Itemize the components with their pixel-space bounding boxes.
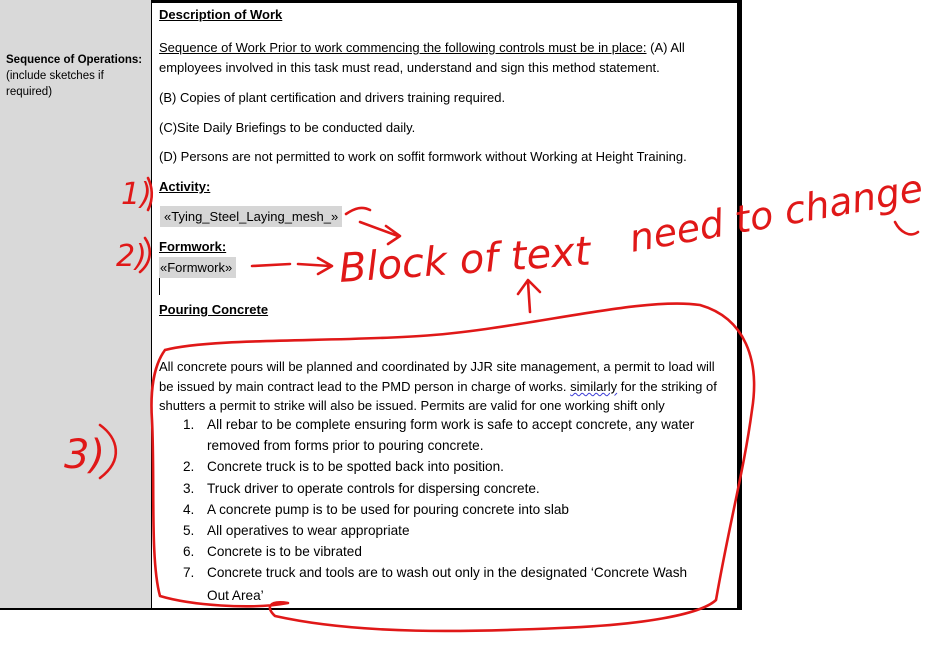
control-d: (D) Persons are not permitted to work on soffit formwork without Working at Height Training. — [159, 149, 687, 164]
list-number: 1. — [183, 417, 195, 432]
formwork-label: Formwork: — [159, 239, 227, 254]
pouring-heading: Pouring Concrete — [159, 302, 269, 317]
list-text: A concrete pump is to be used for pouring concrete into slab — [207, 502, 569, 517]
list-text: Concrete truck and tools are to wash out only in the designated ‘Concrete Wash — [207, 565, 688, 580]
annotation-note-change: need to change — [625, 165, 927, 261]
list-text: All rebar to be complete ensuring form work is safe to accept concrete, any water — [207, 417, 695, 432]
pour-para-text: be issued by main contract lead to the PMD person in charge of works. — [159, 379, 567, 394]
pour-para-line-2 — [159, 377, 717, 396]
intro-line-1 — [159, 38, 685, 57]
list-number: 6. — [183, 544, 195, 559]
activity-merge-field[interactable]: «Tying_Steel_Laying_mesh_» — [160, 206, 342, 227]
text-caret — [159, 278, 160, 295]
list-text: Concrete is to be vibrated — [207, 544, 362, 559]
description-cell[interactable] — [159, 0, 749, 608]
control-b: (B) Copies of plant certification and drivers training required. — [159, 90, 506, 105]
spellcheck-word[interactable]: similarly — [570, 379, 618, 394]
list-number: 7. — [183, 565, 195, 580]
list-text: Out Area’ — [207, 588, 264, 603]
intro-rest: (A) All — [646, 40, 685, 55]
pour-para-rest: for the striking of — [617, 379, 717, 394]
list-text: Truck driver to operate controls for dispersing concrete. — [207, 481, 540, 496]
pour-para-line-1: All concrete pours will be planned and coordinated by JJR site management, a permit to load will — [159, 359, 715, 374]
formwork-merge-field[interactable]: «Formwork» — [159, 257, 236, 278]
list-number: 3. — [183, 481, 195, 496]
annotation-marker-2: 2) — [116, 239, 147, 274]
list-number: 5. — [183, 523, 195, 538]
control-c: (C)Site Daily Briefings to be conducted daily. — [159, 120, 416, 135]
activity-label: Activity: — [159, 179, 211, 194]
intro-line-2: employees involved in this task must read, understand and sign this method statement. — [159, 60, 660, 75]
list-text: All operatives to wear appropriate — [207, 523, 410, 538]
pour-para-line-3: shutters a permit to strike will also be issued. Permits are valid for one working shift only — [159, 398, 665, 413]
annotation-note-block: Block of text — [337, 228, 592, 292]
list-text: removed from forms prior to pouring concrete. — [207, 438, 484, 453]
sequence-label — [6, 52, 146, 100]
ink-stroke — [895, 222, 918, 234]
sequence-label-title: Sequence of Operations: — [6, 54, 143, 66]
sequence-label-cell — [0, 0, 152, 608]
list-text: Concrete truck is to be spotted back into position. — [207, 459, 504, 474]
list-number: 2. — [183, 459, 195, 474]
annotation-marker-1: 1) — [121, 177, 152, 212]
intro-underlined: Sequence of Work Prior to work commencing the following controls must be in place: — [159, 40, 647, 55]
list-number: 4. — [183, 502, 195, 517]
description-heading: Description of Work — [159, 7, 283, 22]
sequence-label-note: (include sketches if required) — [6, 70, 104, 98]
annotation-marker-3: 3) — [64, 432, 106, 478]
